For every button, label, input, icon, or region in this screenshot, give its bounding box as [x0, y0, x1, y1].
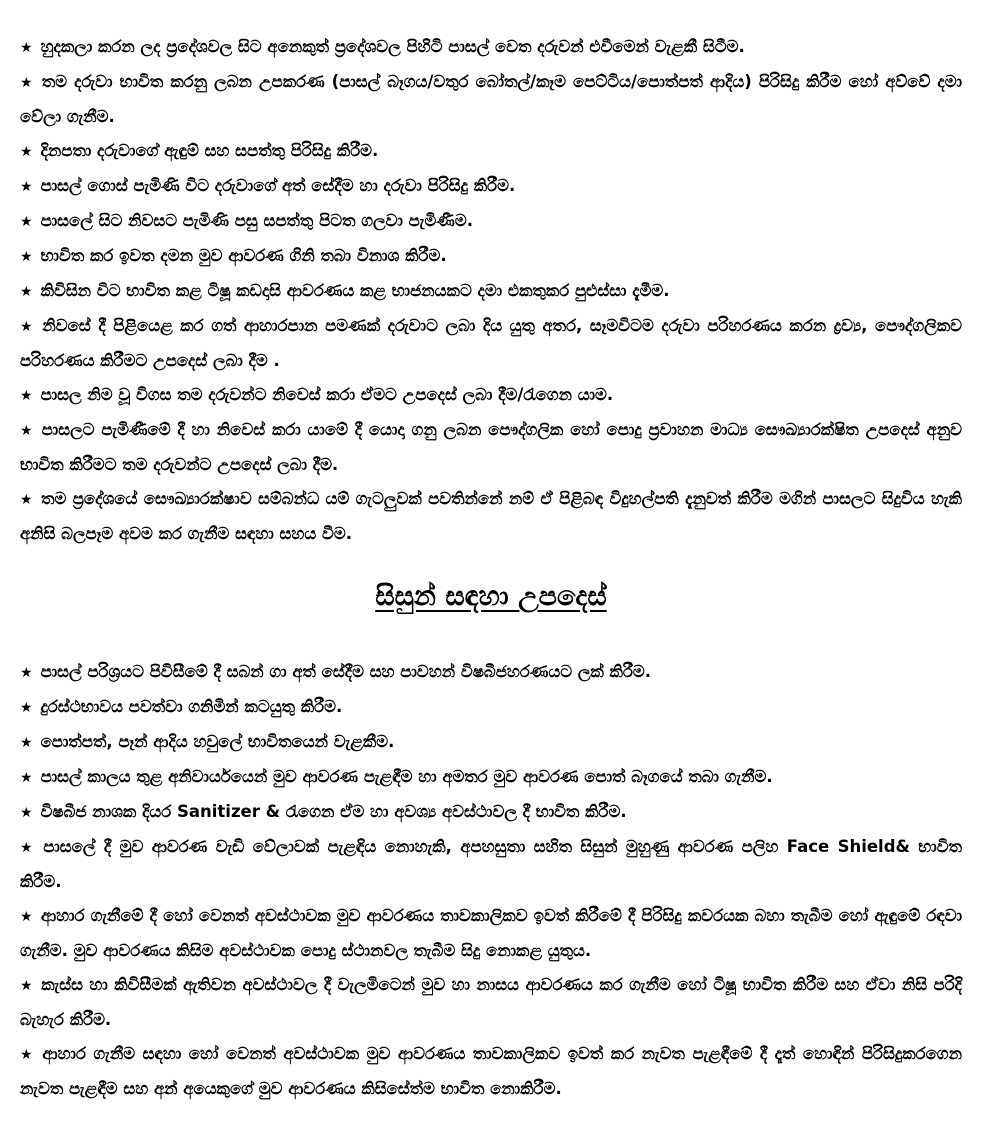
list-item: [20, 830, 962, 899]
list-item-text: ආහාර ගැනීම සඳහා හෝ වෙනත් අවස්ථාවක මුව ආවරණය තාවකාලිකව ඉවත් කර නැවත පැළඳීමේ දී දෑත් හොඳින් පිරිසිදුකරගෙන නැවත පැළඳීම සහ අන් අයෙකුගේ මුව ආවරණය කිසිසේත්ම භාවිත නොකිරීම.: [20, 1044, 962, 1098]
star-bullet-icon: ★: [20, 735, 33, 751]
list-item-text: කිවිසින විට භාවිත කළ ටිෂූ කඩදාසි ආවරණය කළ භාජනයකට දමා එකතුකර පුළුස්සා දැමීම.: [40, 281, 670, 300]
list-item: [20, 899, 962, 968]
list-item: [20, 274, 962, 309]
star-bullet-icon: ★: [20, 319, 35, 335]
list-item: [20, 1037, 962, 1106]
list-item: [20, 413, 962, 482]
students-heading-wrap: [20, 545, 962, 655]
star-bullet-icon: ★: [20, 249, 33, 265]
list-item-text: පාසල් ගොස් පැමිණි විට දරුවාගේ අත් සේදීම හා දරුවා පිරිසිදු කිරීම.: [40, 176, 516, 195]
list-item-text: පාසලේ සිට නිවසට පැමිණි පසු සපත්තු පිටත ගලවා පැමිණීම.: [40, 211, 473, 230]
list-item: [20, 655, 962, 690]
star-bullet-icon: ★: [20, 284, 33, 300]
list-item-text: තම ප්‍රදේශයේ සෞඛ්‍යාරක්ෂාව සම්බන්ධ යම් ගැටලුවක් පවතින්නේ නම් ඒ පිළිබඳ විදුහල්පති දැනුවත් කිරීම මගින් පාසලට සිදුවිය හැකි අනිසි බලපෑම අවම කර ගැනීම සඳහා සහය වීම.: [20, 489, 962, 543]
list-item-text: ආහාර ගැනීමේ දී හෝ වෙනත් අවස්ථාවක මුව ආවරණය තාවකාලිකව ඉවත් කිරීමේ දී පිරිසිදු කවරයක බහා තැබීම හෝ ඇඳුමේ රඳවා ගැනීම. මුව ආවරණය කිසිම අවස්ථාවක පොදු ස්ථානවල තැබීම සිදු නොකළ යුතුය.: [20, 906, 962, 960]
star-bullet-icon: ★: [20, 214, 33, 230]
list-item-text: තම දරුවා භාවිත කරනු ලබන උපකරණ (පාසල් බෑගය/වතුර බෝතල්/කෑම පෙට්ටිය/පොත්පත් ආදිය) පිරිසිදු කිරීම හෝ අව්වේ දමා වේලා ගැනීම.: [20, 72, 962, 126]
star-bullet-icon: ★: [20, 1047, 35, 1063]
list-item-text: පාසල් කාලය තුළ අනිවාර්යයෙන් මුව ආවරණ පැළඳීම හා අමතර මුව ආවරණ පොත් බෑගයේ තබා ගැනීම.: [40, 767, 773, 786]
star-bullet-icon: ★: [20, 700, 33, 716]
list-item-text: කැස්ස හා කිවිසීමක් ඇතිවන අවස්ථාවල දී වැලමිටෙන් මුව හා නාසය ආවරණය කර ගැනීම හෝ ටිෂූ භාවිත කිරීම සහ ඒවා නිසි පරිදි බැහැර කිරීම.: [20, 975, 962, 1029]
star-bullet-icon: ★: [20, 144, 33, 160]
star-bullet-icon: ★: [20, 423, 34, 439]
list-item: [20, 690, 962, 725]
list-item: [20, 204, 962, 239]
list-item: [20, 309, 962, 378]
students-instructions-list: [20, 655, 962, 1106]
star-bullet-icon: ★: [20, 909, 33, 925]
list-item: [20, 30, 962, 65]
list-item: [20, 65, 962, 134]
star-bullet-icon: ★: [20, 179, 33, 195]
list-item: [20, 134, 962, 169]
students-section-heading: සිසුන් සඳහා උපදෙස්: [375, 581, 607, 612]
star-bullet-icon: ★: [20, 805, 33, 821]
star-bullet-icon: ★: [20, 978, 34, 994]
list-item-text: විෂබීජ නාශක දියර Sanitizer & රැගෙන ඒම හා අවශ්‍ය අවස්ථාවල දී භාවිත කිරීම.: [40, 802, 627, 821]
list-item-text: නිවසේ දී පිළියෙළ කර ගත් ආහාරපාන පමණක් දරුවාට ලබා දිය යුතු අතර, සෑමවිටම දරුවා පරිහරණය කරන ද්‍රව්‍ය, පෞද්ගලිකව පරිහරණය කිරීමට උපදෙස් ලබා දීම .: [20, 316, 962, 370]
star-bullet-icon: ★: [20, 770, 33, 786]
list-item-text: පාසලේ දී මුව ආවරණ වැඩි වේලාවක් පැළඳිය නොහැකි, අපහසුතා සහිත සිසුන් මුහුණු ආවරණ පලිහ Face Shield& භාවිත කිරීම.: [20, 837, 962, 891]
parents-section: [20, 30, 962, 545]
star-bullet-icon: ★: [20, 492, 34, 508]
document-page: [20, 30, 962, 1106]
list-item: [20, 725, 962, 760]
list-item-text: දුරස්ථභාවය පවත්වා ගනිමින් කටයුතු කිරීම.: [40, 697, 343, 716]
list-item-text: පාසලට පැමිණීමේ දී හා නිවෙස් කරා යාමේ දී යොදා ගනු ලබන පෞද්ගලික හෝ පොදු ප්‍රවාහන මාධ්‍ය සෞඛ්‍යාරක්ෂිත උපදෙස් අනුව භාවිත කිරීමට තම දරුවන්ට උපදෙස් ලබා දීම.: [20, 420, 962, 474]
list-item-text: හුදකලා කරන ලද ප්‍රදේශවල සිට අනෙකුත් ප්‍රදේශවල පිහිටි පාසල් වෙත දරුවන් එවීමෙන් වැළකී සිටීම.: [40, 37, 745, 56]
list-item-text: පොත්පත්, පෑන් ආදිය හවුලේ භාවිතයෙන් වැළකීම.: [40, 732, 395, 751]
list-item: [20, 239, 962, 274]
parents-instructions-list: [20, 30, 962, 551]
list-item: [20, 968, 962, 1037]
star-bullet-icon: ★: [20, 665, 33, 681]
list-item: [20, 482, 962, 551]
star-bullet-icon: ★: [20, 388, 33, 404]
list-item-text: භාවිත කර ඉවත දමන මුව ආවරණ ගිනි තබා විනාශ කිරීම.: [40, 246, 447, 265]
list-item: [20, 760, 962, 795]
star-bullet-icon: ★: [20, 840, 36, 856]
list-item-text: පාසල නිම වූ විගස තම දරුවන්ට නිවෙස් කරා ඒමට උපදෙස් ලබා දීම/රැගෙන යාම.: [40, 385, 614, 404]
star-bullet-icon: ★: [20, 75, 34, 91]
list-item: [20, 795, 962, 830]
list-item-text: පාසල් පරිශ්‍රයට පිවිසීමේ දී සබන් ගා අත් සේදීම සහ පාවහන් විෂබීජහරණයට ලක් කිරීම.: [40, 662, 652, 681]
list-item-text: දිනපතා දරුවාගේ ඇඳුම් සහ සපත්තු පිරිසිදු කිරීම.: [40, 141, 379, 160]
list-item: [20, 378, 962, 413]
star-bullet-icon: ★: [20, 40, 33, 56]
list-item: [20, 169, 962, 204]
